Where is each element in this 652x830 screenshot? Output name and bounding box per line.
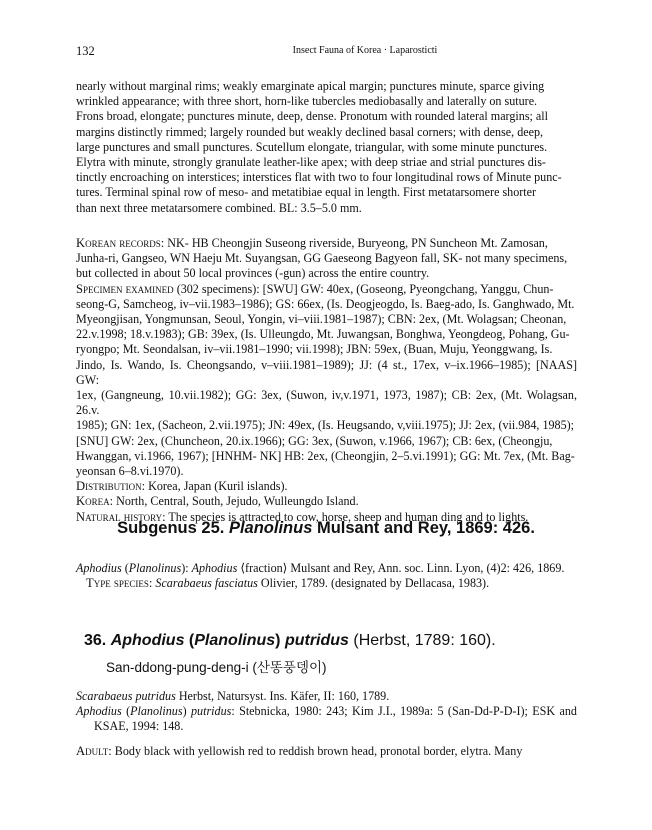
text-line: Myeongjisan, Yongmunsan, Seoul, Yongin, vi–viii.1981–1987); CBN: 2ex, (Mt. Wolagsan; Cheonan, — [76, 312, 567, 327]
text-line: yeonsan 6–8.vi.1970). — [76, 464, 184, 479]
text-line: tinctly encroaching on interstices; interstices flat with two to four longitudinal rows of Minute punc- — [76, 170, 562, 185]
distribution-line — [76, 479, 577, 494]
natural-history-label: Natural history: — [76, 509, 166, 524]
korean-common-name: San-ddong-pung-deng-i (산똥풍뎅이) — [106, 660, 327, 675]
text-line: 1ex, (Gangneung, 10.vii.1982); GG: 3ex, (Suwon, iv,v.1971, 1973, 1987); CB: 2ex, (Mt. Wolagsan, 26.v. — [76, 388, 577, 418]
text-line: large punctures and small punctures. Scutellum elongate, triangular, with some minute punctures. — [76, 139, 548, 154]
text-line: 1985); GN: 1ex, (Sacheon, 2.vii.1975); JN: 49ex, (Is. Heugsando, v,viii.1975); JJ: 2ex, (vii.984, 1985); — [76, 418, 575, 433]
synonymy-line: Aphodius (Planolinus): Aphodius ⟨fraction⟩ Mulsant and Rey, Ann. soc. Linn. Lyon, (4)2: 426, 1869. — [76, 561, 565, 575]
adult-description — [76, 744, 577, 759]
specimen-examined-label: Specimen examined — [76, 281, 174, 296]
text-line: Junha-ri, Gangseo, WN Haeju Mt. Suyangsan, GG Gaeseong Bagyeon fall, SK- not many specimens, — [76, 251, 568, 266]
subgenus-name: Planolinus — [130, 704, 183, 719]
text-line: than next three metatarsomere combined. BL: 3.5–5.0 mm. — [76, 200, 362, 215]
specimen-examined-line — [76, 282, 577, 297]
subgenus-authority: Mulsant and Rey, 1869: 426. — [316, 519, 535, 537]
text-line: margins distinctly rimmed; largely rounded but weakly declined basal corners; with dense, deep, — [76, 124, 544, 139]
subgenus-name: Planolinus — [228, 519, 313, 537]
genus-name: Aphodius — [191, 561, 238, 575]
synonymy-reference: ⟨fraction⟩ Mulsant and Rey, Ann. soc. Linn. Lyon, (4)2: 426, 1869. — [240, 561, 565, 575]
synonymy-reference: : Stebnicka, 1980: 243; Kim J.I., 1989a: 5 (San-Dd-P-D-I); ESK and KSAE, 1994: 148. — [94, 704, 577, 734]
text-line: Jindo, Is. Wando, Is. Cheongsando, v–viii.1981–1989); JJ: (4 st., 17ex, v–ix.1966–1985); [NAAS] GW: — [76, 357, 577, 387]
subgenus-name: Planolinus — [194, 632, 276, 649]
text-line: Frons broad, elongate; punctures minute, deep, dense. Pronotum with rounded lateral margins; all — [76, 109, 548, 124]
text-line: seong-G, Samcheog, iv–vii.1983–1986); GS: 66ex, (Is. Deogjeogdo, Is. Baeg-ado, Is. Ganghwado, Mt. — [76, 296, 575, 311]
text-line: nearly without marginal rims; weakly emarginate apical margin; punctures minute, sparce giving — [76, 79, 545, 93]
records-section — [76, 236, 577, 525]
species-number: 36. — [84, 632, 107, 649]
natural-history-text: The species is attracted to cow, horse, sheep and human ding and to lights. — [168, 509, 529, 524]
type-species-label: Type species: — [86, 576, 153, 591]
subgenus-name: Planolinus — [128, 561, 182, 575]
type-species-name: Scarabaeus fasciatus — [155, 576, 258, 591]
running-title: Insect Fauna of Korea · Laparosticti — [292, 45, 438, 56]
species-heading: 36. Aphodius (Planolinus) putridus (Herbst, 1789: 160). — [84, 632, 496, 649]
text-line: 22.v.1998; 18.v.1983); GB: 39ex, (Is. Ulleungdo, Mt. Juwangsan, Bonghwa, Yeongdeog, Pohang, Gu- — [76, 327, 570, 342]
adult-line — [76, 744, 577, 759]
text-line: but collected in about 50 local provinces (-gun) across the entire country. — [76, 266, 430, 281]
synonym-name: Scarabaeus putridus — [76, 689, 176, 703]
page-number: 132 — [76, 44, 95, 58]
genus-name: Aphodius — [76, 561, 122, 575]
species-epithet: putridus — [191, 704, 232, 719]
species-synonymy — [76, 689, 577, 735]
subgenus-prefix: Subgenus 25. — [117, 519, 225, 537]
subgenus-synonymy — [76, 561, 577, 591]
type-species-reference: Olivier, 1789. (designated by Dellacasa, 1983). — [260, 576, 490, 591]
species-authority: (Herbst, 1789: 160). — [353, 632, 496, 649]
text-line: tures. Terminal spinal row of meso- and metatibiae equal in length. First metatarsomere shorter — [76, 185, 537, 200]
type-species-line — [76, 576, 577, 591]
korean-records-label: Korean records: — [76, 236, 165, 250]
korea-label: Korea: — [76, 494, 114, 509]
adult-text: Body black with yellowish red to reddish brown head, pronotal border, elytra. Many — [114, 744, 523, 758]
text-line: (302 specimens): [SWU] GW: 40ex, (Goseong, Pyeongchang, Yanggu, Chun- — [176, 281, 554, 296]
korea-text: North, Central, South, Jejudo, Wulleungdo Island. — [116, 494, 359, 509]
text-line: ryongpo; Mt. Seondalsan, iv–vii.1981–1990; vii.1998); JBN: 59ex, (Buan, Muju, Yeonggwang, Is. — [76, 342, 553, 357]
subgenus-heading — [0, 519, 652, 538]
genus-name: Aphodius — [76, 704, 122, 719]
description-paragraph — [76, 79, 577, 216]
text-line: wrinkled appearance; with three short, horn-like tubercles mediobasally and laterally on suture. — [76, 94, 538, 109]
species-epithet: putridus — [284, 632, 349, 649]
text-line: Hwanggan, vi.1966, 1967); [HNHM- NK] HB: 2ex, (Cheongjin, 2–5.vi.1991); GG: Mt. 7ex, (Mt. Bag- — [76, 448, 575, 463]
genus-name: Aphodius — [110, 632, 185, 649]
distribution-label: Distribution: — [76, 479, 146, 494]
korea-line — [76, 494, 577, 509]
text-line: [SNU] GW: 2ex, (Chuncheon, 20.ix.1966); GG: 3ex, (Suwon, v.1966, 1967); CB: 6ex, (Cheongju, — [76, 433, 553, 448]
synonymy-line: Aphodius (Planolinus) putridus: Stebnicka, 1980: 243; Kim J.I., 1989a: 5 (San-Dd-P-D-I); ESK and KSAE, 1994: 148. — [76, 704, 577, 734]
adult-label: Adult: — [76, 744, 112, 758]
synonymy-line — [76, 689, 577, 704]
synonymy-reference: Herbst, Natursyst. Ins. Käfer, II: 160, 1789. — [178, 689, 390, 703]
distribution-text: Korea, Japan (Kuril islands). — [148, 479, 288, 494]
korean-records-line — [76, 236, 577, 251]
text-line: NK- HB Cheongjin Suseong riverside, Buryeong, PN Suncheon Mt. Zamosan, — [167, 236, 548, 250]
text-line: Elytra with minute, strongly granulate leather-like apex; with deep striae and strial punctures dis- — [76, 155, 546, 170]
